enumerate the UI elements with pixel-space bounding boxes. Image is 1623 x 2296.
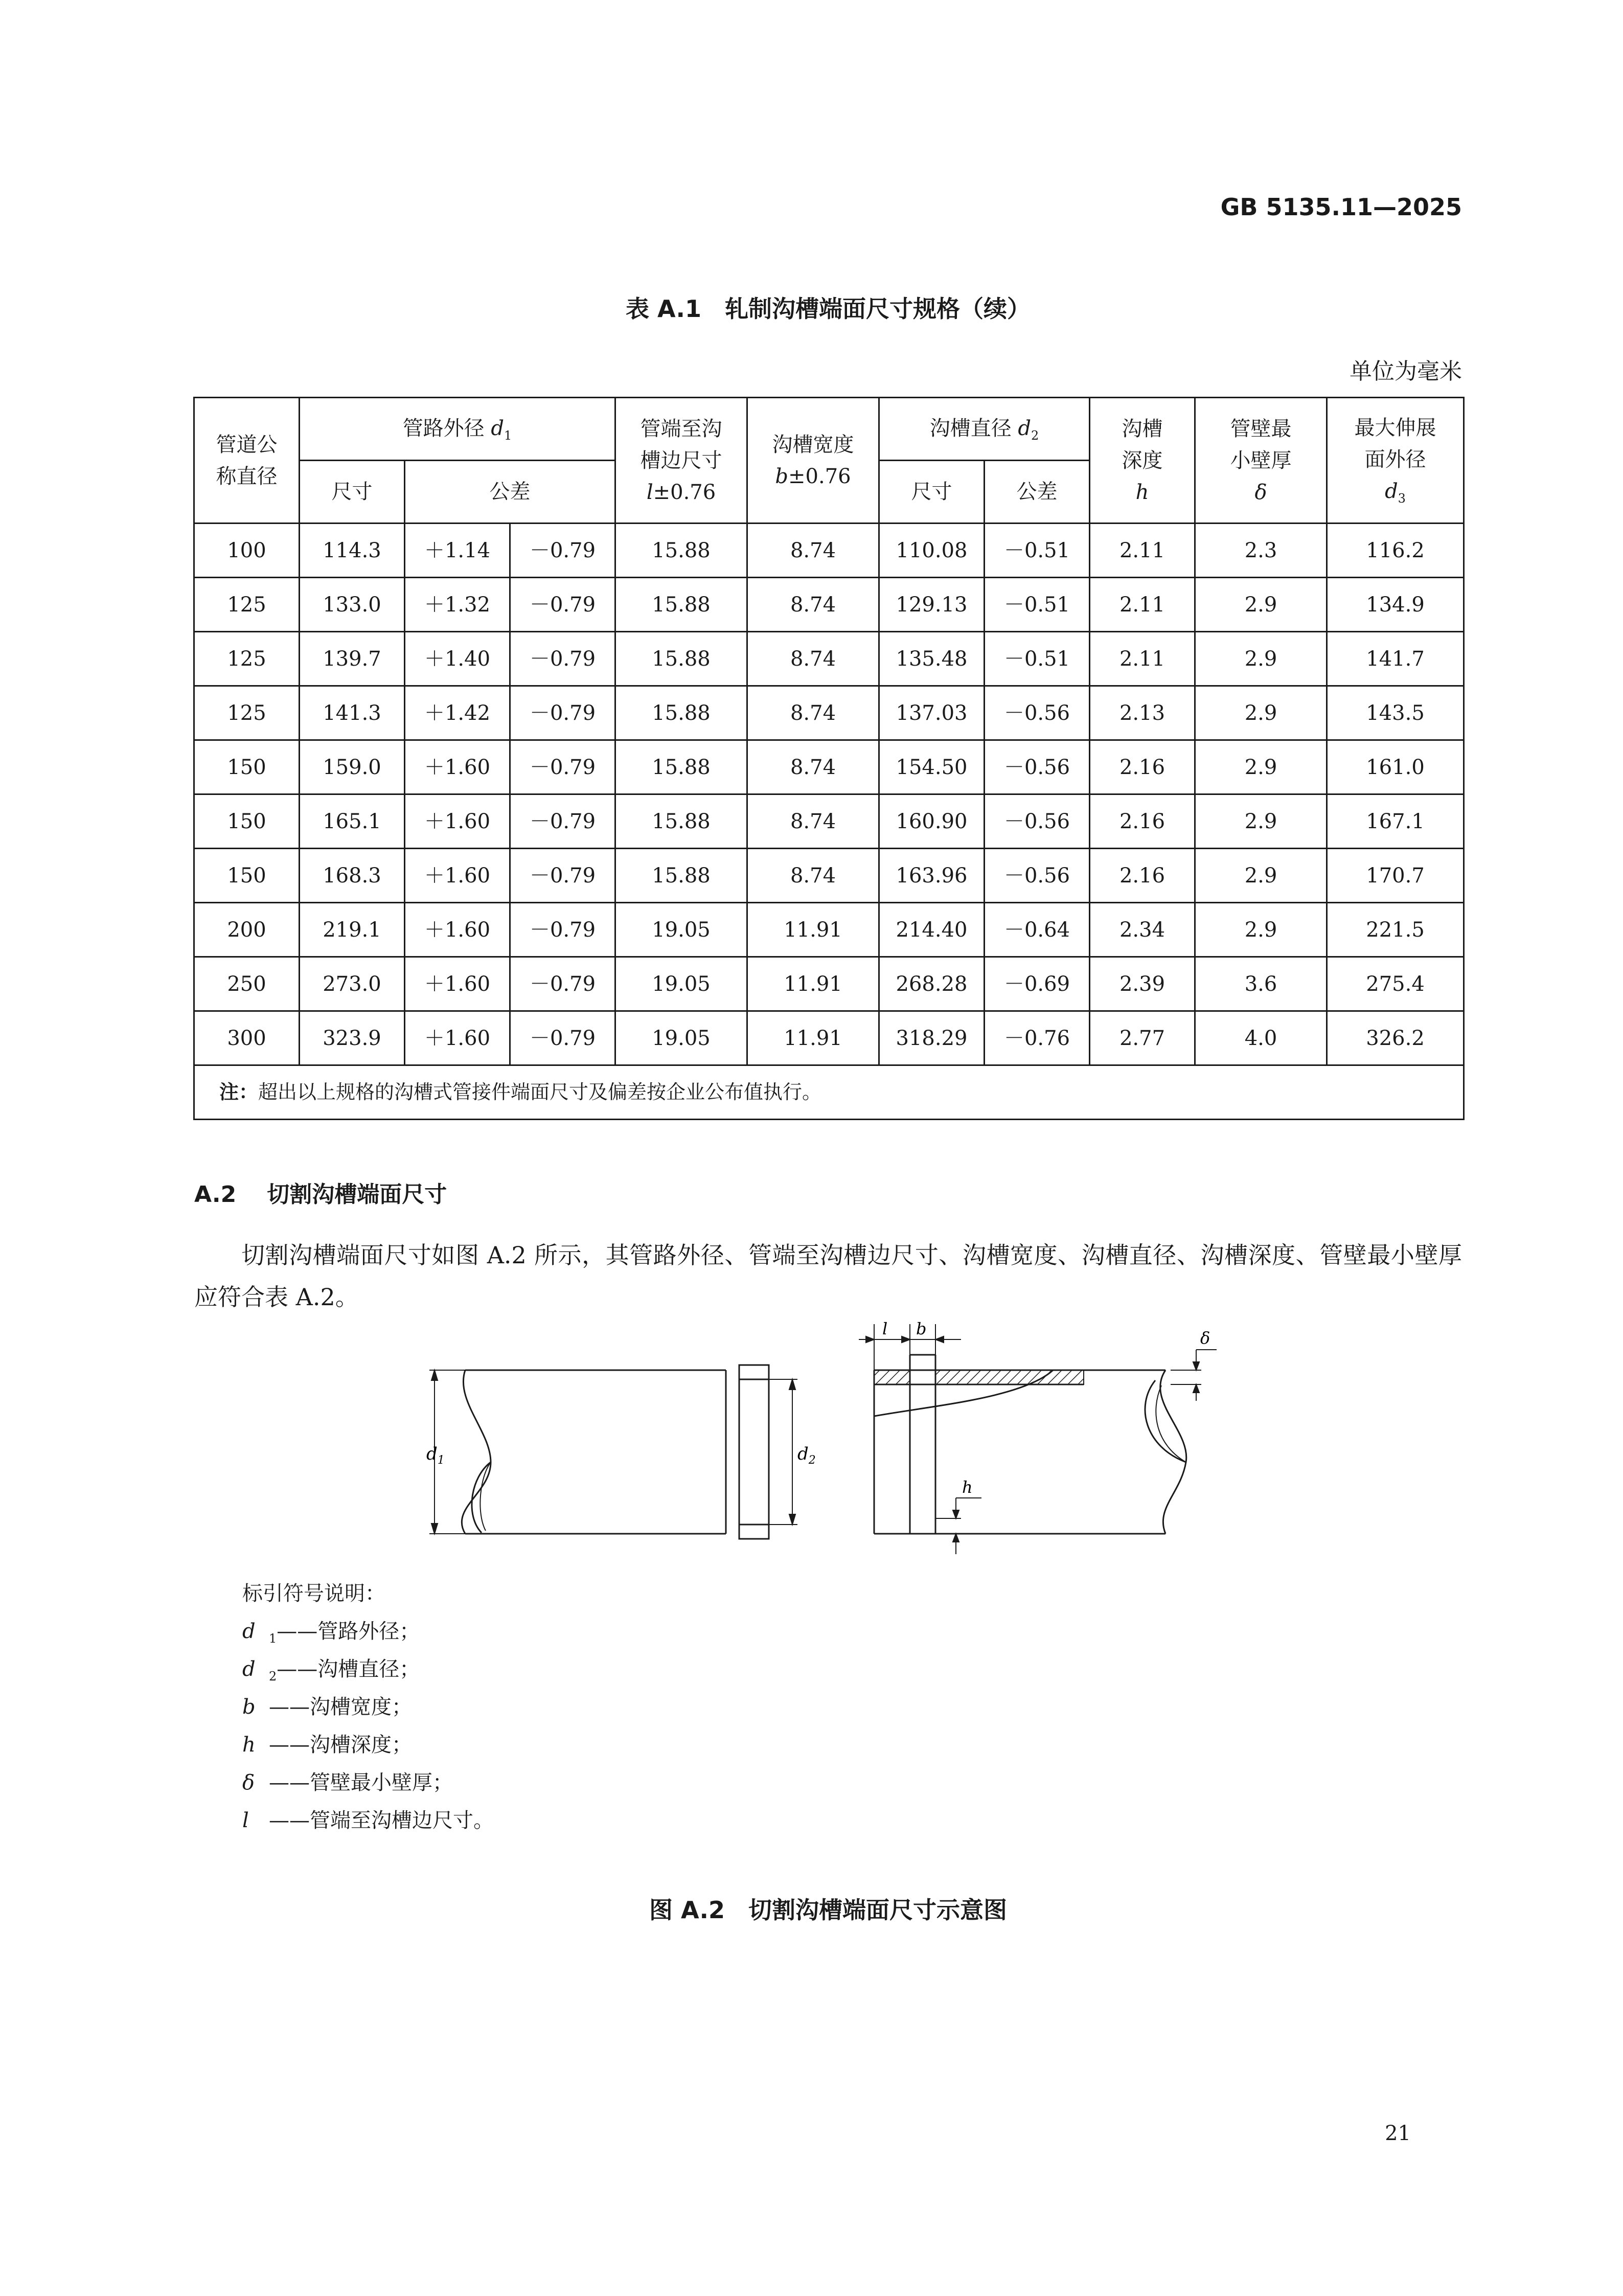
- section-paragraph: 切割沟槽端面尺寸如图 A.2 所示，其管路外径、管端至沟槽边尺寸、沟槽宽度、沟槽直径、沟槽深度、管壁最小壁厚应符合表 A.2。: [194, 1241, 1462, 1311]
- table-cell: 2.9: [1195, 849, 1327, 903]
- table-cell: 154.50: [879, 740, 985, 794]
- table-cell: －0.51: [985, 578, 1090, 632]
- header-d2-size: 尺寸: [879, 461, 985, 524]
- label-l: l: [882, 1319, 888, 1338]
- table-cell: 15.88: [615, 849, 747, 903]
- table-row: [194, 1011, 1464, 1065]
- section-title: 切割沟槽端面尺寸: [267, 1181, 447, 1208]
- table-row: [194, 903, 1464, 957]
- table-cell: 8.74: [747, 794, 879, 849]
- figure-legend: [242, 1575, 494, 1839]
- label-h: h: [962, 1477, 973, 1497]
- table-cell: 8.74: [747, 578, 879, 632]
- table-cell: －0.51: [985, 632, 1090, 686]
- table-cell: ＋1.14: [405, 524, 510, 578]
- table-cell: 159.0: [300, 740, 405, 794]
- table-cell: 2.16: [1090, 849, 1195, 903]
- table-cell: －0.64: [985, 903, 1090, 957]
- table-cell: －0.76: [985, 1011, 1090, 1065]
- table-cell: 141.3: [300, 686, 405, 740]
- table-cell: 2.11: [1090, 578, 1195, 632]
- label-b: b: [916, 1319, 927, 1338]
- table-cell: 167.1: [1327, 794, 1464, 849]
- table-cell: 11.91: [747, 903, 879, 957]
- table-cell: 116.2: [1327, 524, 1464, 578]
- hatched-wall-right: [935, 1370, 1084, 1384]
- table-row: [194, 957, 1464, 1011]
- table-cell: ＋1.42: [405, 686, 510, 740]
- header-groove-depth: 沟槽 深度 h: [1090, 398, 1195, 524]
- table-cell: ＋1.32: [405, 578, 510, 632]
- table-cell: 2.34: [1090, 903, 1195, 957]
- label-d2: $d_2$: [797, 1444, 816, 1467]
- table-cell: －0.79: [510, 794, 615, 849]
- table-cell: －0.79: [510, 740, 615, 794]
- table-cell: 15.88: [615, 686, 747, 740]
- table-cell: 170.7: [1327, 849, 1464, 903]
- legend-item: δ ——管壁最小壁厚；: [242, 1771, 453, 1794]
- table-cell: －0.51: [985, 524, 1090, 578]
- table-cell: 8.74: [747, 849, 879, 903]
- table-cell: 161.0: [1327, 740, 1464, 794]
- table-cell: 11.91: [747, 1011, 879, 1065]
- table-cell: 150: [194, 849, 300, 903]
- table-cell: 200: [194, 903, 300, 957]
- table-cell: 2.16: [1090, 794, 1195, 849]
- table-body: [194, 524, 1464, 1065]
- table-cell: 129.13: [879, 578, 985, 632]
- header-groove-diameter-group: 沟槽直径 $d_2$: [879, 398, 1090, 461]
- legend-title: 标引符号说明：: [242, 1582, 385, 1605]
- table-cell: 2.9: [1195, 903, 1327, 957]
- header-nominal-diameter: 管道公 称直径: [194, 398, 300, 524]
- header-groove-width: 沟槽宽度 b±0.76: [747, 398, 879, 524]
- table-cell: 3.6: [1195, 957, 1327, 1011]
- table-cell: 114.3: [300, 524, 405, 578]
- header-d1-size: 尺寸: [300, 461, 405, 524]
- legend-item: d $_1$——管路外径；: [242, 1620, 420, 1646]
- spec-table: [193, 397, 1465, 1120]
- label-delta: δ: [1200, 1328, 1210, 1348]
- table-cell: 221.5: [1327, 903, 1464, 957]
- table-cell: 11.91: [747, 957, 879, 1011]
- label-d1: $d_1$: [426, 1444, 445, 1467]
- table-row: [194, 524, 1464, 578]
- table-cell: ＋1.60: [405, 849, 510, 903]
- table-cell: 15.88: [615, 578, 747, 632]
- table-cell: 143.5: [1327, 686, 1464, 740]
- table-cell: 15.88: [615, 632, 747, 686]
- table-note-row: [194, 1065, 1464, 1120]
- table-cell: 139.7: [300, 632, 405, 686]
- table-cell: 219.1: [300, 903, 405, 957]
- table-cell: 273.0: [300, 957, 405, 1011]
- legend-item: b ——沟槽宽度；: [242, 1695, 412, 1719]
- page-number: 21: [1385, 2122, 1411, 2145]
- table-cell: 135.48: [879, 632, 985, 686]
- header-max-flare-diameter: 最大伸展 面外径 $d_3$: [1327, 398, 1464, 524]
- header-d2-tolerance: 公差: [985, 461, 1090, 524]
- table-cell: 2.11: [1090, 524, 1195, 578]
- legend-item: h ——沟槽深度；: [242, 1733, 412, 1757]
- table-cell: 8.74: [747, 524, 879, 578]
- table-cell: ＋1.60: [405, 794, 510, 849]
- table-cell: 15.88: [615, 524, 747, 578]
- table-cell: 137.03: [879, 686, 985, 740]
- header-min-wall-thickness: 管壁最 小壁厚 δ: [1195, 398, 1327, 524]
- table-cell: 125: [194, 578, 300, 632]
- table-cell: 100: [194, 524, 300, 578]
- table-cell: 326.2: [1327, 1011, 1464, 1065]
- table-row: [194, 740, 1464, 794]
- table-cell: 268.28: [879, 957, 985, 1011]
- table-note: 注：超出以上规格的沟槽式管接件端面尺寸及偏差按企业公布值执行。: [194, 1065, 1464, 1120]
- table-cell: －0.56: [985, 849, 1090, 903]
- table-cell: 2.9: [1195, 632, 1327, 686]
- table-cell: ＋1.60: [405, 740, 510, 794]
- table-cell: 19.05: [615, 957, 747, 1011]
- table-row: [194, 578, 1464, 632]
- table-cell: －0.79: [510, 524, 615, 578]
- table-cell: 2.11: [1090, 632, 1195, 686]
- table-cell: 141.7: [1327, 632, 1464, 686]
- table-cell: 2.16: [1090, 740, 1195, 794]
- table-cell: 250: [194, 957, 300, 1011]
- table-cell: －0.69: [985, 957, 1090, 1011]
- table-cell: 19.05: [615, 1011, 747, 1065]
- table-cell: 150: [194, 794, 300, 849]
- table-cell: 125: [194, 632, 300, 686]
- legend-item: l ——管端至沟槽边尺寸。: [242, 1809, 494, 1832]
- table-cell: 323.9: [300, 1011, 405, 1065]
- table-cell: 214.40: [879, 903, 985, 957]
- table-row: [194, 794, 1464, 849]
- table-cell: －0.79: [510, 686, 615, 740]
- table-cell: 2.77: [1090, 1011, 1195, 1065]
- table-cell: －0.79: [510, 957, 615, 1011]
- table-cell: ＋1.40: [405, 632, 510, 686]
- table-row: [194, 686, 1464, 740]
- table-cell: ＋1.60: [405, 903, 510, 957]
- table-cell: 2.9: [1195, 794, 1327, 849]
- table-cell: 125: [194, 686, 300, 740]
- groove-diagram: [419, 1314, 1217, 1570]
- table-cell: 8.74: [747, 632, 879, 686]
- table-cell: －0.79: [510, 578, 615, 632]
- left-pipe-view: [462, 1365, 769, 1539]
- table-row: [194, 849, 1464, 903]
- header-outer-diameter-group: 管路外径 $d_1$: [300, 398, 615, 461]
- header-end-to-groove: 管端至沟 槽边尺寸 l±0.76: [615, 398, 747, 524]
- table-cell: 2.9: [1195, 578, 1327, 632]
- table-cell: 2.13: [1090, 686, 1195, 740]
- table-cell: －0.56: [985, 794, 1090, 849]
- table-cell: 2.39: [1090, 957, 1195, 1011]
- table-cell: 8.74: [747, 686, 879, 740]
- section-number: A.2: [194, 1181, 237, 1208]
- table-cell: 110.08: [879, 524, 985, 578]
- table-cell: 150: [194, 740, 300, 794]
- table-cell: 300: [194, 1011, 300, 1065]
- figure-caption: 图 A.2 切割沟槽端面尺寸示意图: [649, 1896, 1007, 1924]
- table-cell: －0.79: [510, 632, 615, 686]
- table-cell: 4.0: [1195, 1011, 1327, 1065]
- table-cell: ＋1.60: [405, 1011, 510, 1065]
- table-row: [194, 632, 1464, 686]
- table-cell: 165.1: [300, 794, 405, 849]
- table-cell: －0.79: [510, 1011, 615, 1065]
- standard-code: GB 5135.11—2025: [1220, 193, 1462, 221]
- table-cell: 133.0: [300, 578, 405, 632]
- header-row-1: [194, 398, 1464, 461]
- table-cell: －0.79: [510, 849, 615, 903]
- table-cell: 318.29: [879, 1011, 985, 1065]
- table-cell: 160.90: [879, 794, 985, 849]
- table-cell: 2.9: [1195, 740, 1327, 794]
- table-cell: 15.88: [615, 794, 747, 849]
- table-cell: 2.9: [1195, 686, 1327, 740]
- table-cell: 15.88: [615, 740, 747, 794]
- table-title: 表 A.1 轧制沟槽端面尺寸规格（续）: [626, 295, 1031, 323]
- table-cell: 8.74: [747, 740, 879, 794]
- table-cell: ＋1.60: [405, 957, 510, 1011]
- table-cell: －0.79: [510, 903, 615, 957]
- hatched-wall-left: [874, 1370, 910, 1384]
- table-cell: 19.05: [615, 903, 747, 957]
- table-cell: 163.96: [879, 849, 985, 903]
- section-heading: [194, 1176, 447, 1209]
- table-cell: 2.3: [1195, 524, 1327, 578]
- table-cell: 134.9: [1327, 578, 1464, 632]
- unit-note: 单位为毫米: [1350, 358, 1462, 384]
- legend-item: d $_2$——沟槽直径；: [242, 1657, 420, 1684]
- table-cell: －0.56: [985, 740, 1090, 794]
- table-cell: －0.56: [985, 686, 1090, 740]
- header-d1-tolerance: 公差: [405, 461, 615, 524]
- table-cell: 168.3: [300, 849, 405, 903]
- table-cell: 275.4: [1327, 957, 1464, 1011]
